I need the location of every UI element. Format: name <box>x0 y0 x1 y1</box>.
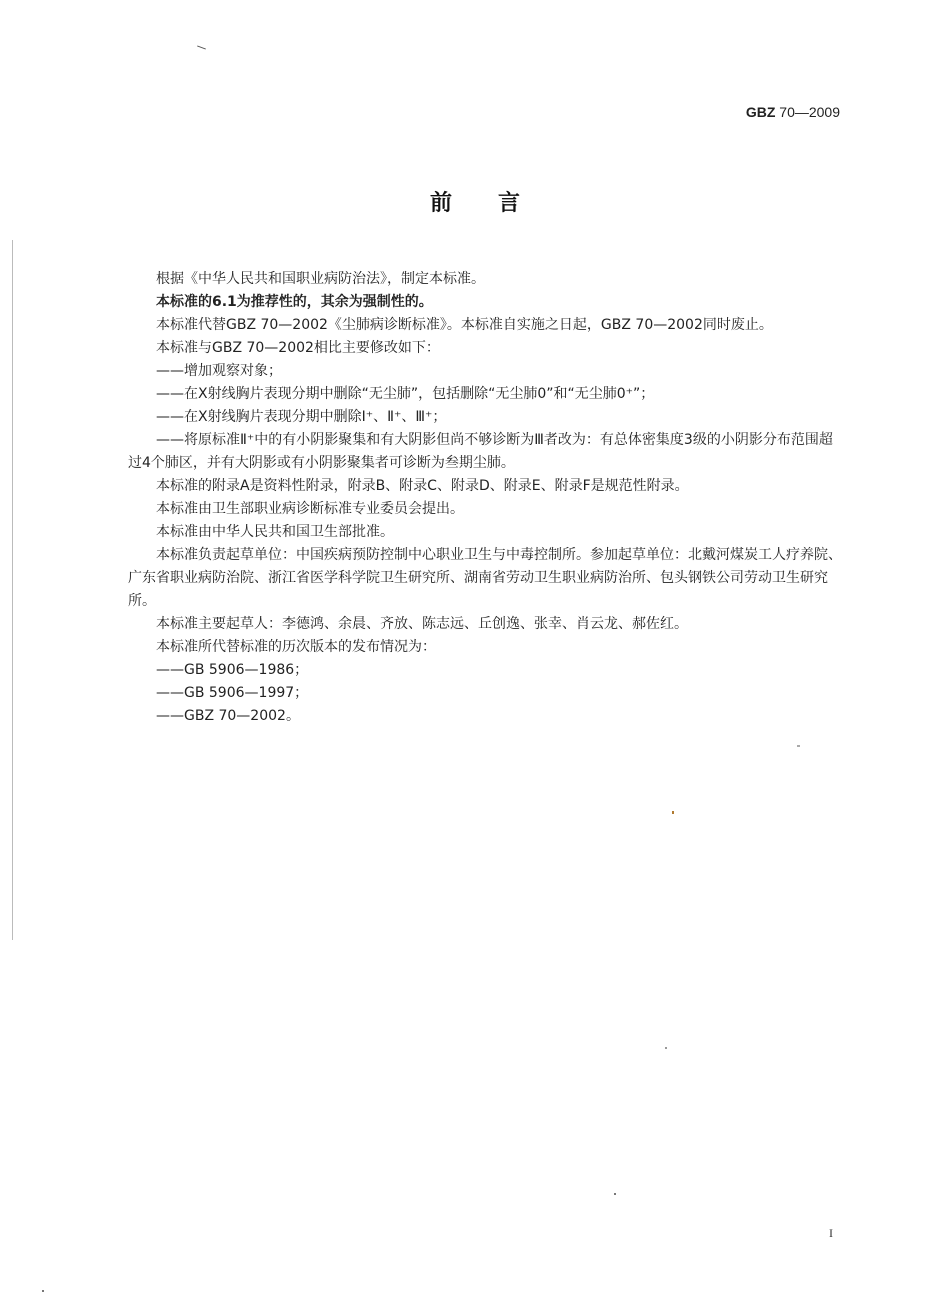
scan-dot <box>614 1193 616 1195</box>
list-item: ——GB 5906—1997； <box>156 685 309 701</box>
paragraph: 本标准与GBZ 70—2002相比主要修改如下： <box>156 340 440 356</box>
list-item: ——GB 5906—1986； <box>156 662 309 678</box>
paragraph: 根据《中华人民共和国职业病防治法》，制定本标准。 <box>156 271 485 287</box>
paragraph: 本标准由卫生部职业病诊断标准专业委员会提出。 <box>156 501 464 517</box>
list-item: ——在X射线胸片表现分期中删除Ⅰ⁺、Ⅱ⁺、Ⅲ⁺； <box>156 409 447 425</box>
paragraph: 本标准代替GBZ 70—2002《尘肺病诊断标准》。本标准自实施之日起，GBZ 70—2002同时废止。 <box>156 317 773 333</box>
list-item: ——在X射线胸片表现分期中删除“无尘肺”，包括删除“无尘肺0”和“无尘肺0⁺”； <box>156 386 655 402</box>
paragraph: 本标准主要起草人：李德鸿、余晨、齐放、陈志远、丘创逸、张幸、肖云龙、郝佐红。 <box>156 616 688 632</box>
scan-edge-line <box>12 240 13 940</box>
paragraph: 本标准的附录A是资料性附录，附录B、附录C、附录D、附录E、附录F是规范性附录。 <box>156 478 689 494</box>
scan-dot <box>42 1290 44 1292</box>
paragraph: 本标准所代替标准的历次版本的发布情况为： <box>156 639 436 655</box>
page-number: I <box>829 1226 833 1240</box>
list-item: ——增加观察对象； <box>156 363 282 379</box>
list-item: ——将原标准Ⅱ⁺中的有小阴影聚集和有大阴影但尚不够诊断为Ⅲ者改为：有总体密集度3级的小阴影分布范围超过4个肺区，并有大阴影或有小阴影聚集者可诊断为叁期尘肺。 <box>128 432 833 471</box>
scan-dot <box>665 1047 667 1049</box>
page-title: 前言 <box>429 191 566 216</box>
scan-dot <box>797 745 800 747</box>
scan-mark <box>197 45 206 49</box>
foreword-body <box>128 268 843 728</box>
scan-dot <box>672 811 674 814</box>
paragraph: 本标准的6.1为推荐性的，其余为强制性的。 <box>156 294 433 310</box>
standard-code: GBZ 70—2009 <box>745 104 840 120</box>
list-item: ——GBZ 70—2002。 <box>156 708 300 724</box>
paragraph: 本标准由中华人民共和国卫生部批准。 <box>156 524 394 540</box>
paragraph: 本标准负责起草单位：中国疾病预防控制中心职业卫生与中毒控制所。参加起草单位：北戴河煤炭工人疗养院、广东省职业病防治院、浙江省医学科学院卫生研究所、湖南省劳动卫生职业病防治所、包头钢铁公司劳动卫生研究所。 <box>128 547 842 609</box>
